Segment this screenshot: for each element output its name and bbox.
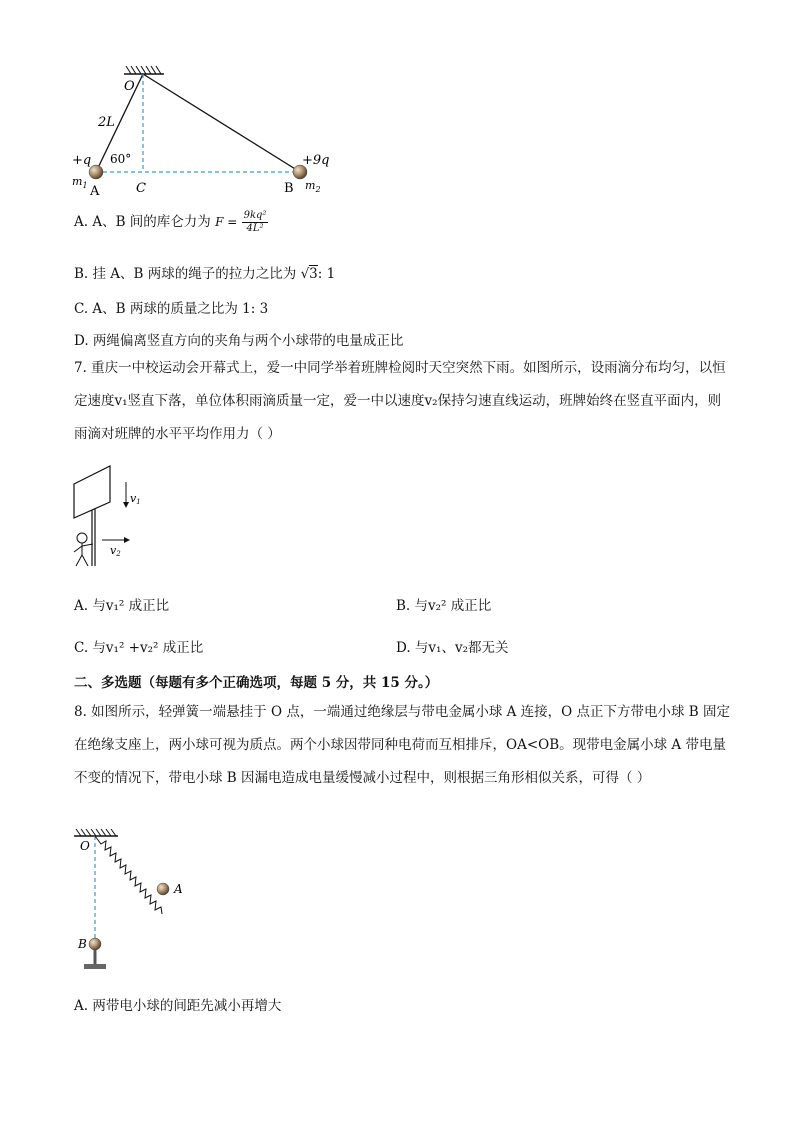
q6-option-b-text: B. 挂 A、B 两球的绳子的拉力之比为 [74,266,297,282]
q7-option-b-text: B. 与v₂² 成正比 [396,598,492,614]
section-heading-text: 二、多选题（每题有多个正确选项，每题 5 分，共 15 分。） [74,675,439,691]
q7-question-text: 7. 重庆一中校运动会开幕式上，爱一中同学举着班牌检阅时天空突然下雨。如图所示，设雨滴分布均匀，以恒定速度v₁竖直下落，单位体积雨滴质量一定，爱一中以速度v₂保持匀速直线运动，班牌始终在竖直平面内，则雨滴对班牌的水平平均作用力（ ） [74,360,726,442]
label-m2: $m_2$ [305,179,321,194]
q7-option-a [74,594,169,614]
figure-coulomb-pendulum [68,62,358,202]
q7-option-a-text: A. 与v₁² 成正比 [74,598,170,614]
sqrt-symbol: √3 [300,266,318,282]
sqrt-radicand: 3 [309,266,318,282]
label-plus-q: +q [72,153,92,168]
label-a: A [90,184,100,199]
spring [95,836,162,914]
q6-option-a [74,210,268,235]
section-heading-multiple-choice [74,671,438,691]
ball-a [157,883,169,895]
label-b: B [78,937,87,951]
string-ob [143,74,300,172]
q6-option-a-text: A. A、B 间的库仑力为 [74,214,211,230]
ceiling-hatch [124,66,164,74]
q6-option-b [74,262,335,282]
q8-option-a-text: A. 两带电小球的间距先减小再增大 [74,998,282,1014]
q6-option-c [74,297,268,317]
ceiling-hatch [74,829,118,836]
q6-option-b-ratio: : 1 [317,266,336,282]
label-o: O [124,79,135,94]
q8-option-a [74,994,281,1014]
q7-question [74,352,734,451]
label-b: B [284,181,294,196]
label-60-deg: 60° [110,152,132,166]
person-head [77,533,87,543]
q7-option-d-text: D. 与v₁、v₂都无关 [396,640,509,656]
q7-option-b [396,594,491,614]
q6-option-d-text: D. 两绳偏离竖直方向的夹角与两个小球带的电量成正比 [74,333,404,349]
label-2l: 2L [98,115,115,130]
label-v1: v1 [130,492,141,506]
label-o: O [80,839,90,853]
ball-b [89,938,101,950]
fraction-denominator: 4L² [246,223,264,234]
support-base [84,964,106,969]
q7-option-d [396,636,509,656]
q6-option-c-text: C. A、B 两球的质量之比为 1: 3 [74,301,269,317]
q7-option-c [74,636,203,656]
label-plus-9q: +9q [302,153,330,168]
fraction-numerator: 9kq² [243,210,267,221]
q6-option-d [74,329,403,349]
label-a: A [174,882,183,896]
label-c: C [136,181,146,196]
q6-option-a-formula: F = [215,215,238,229]
figure-rain-placard [68,462,148,572]
q6-option-a-fraction [242,210,269,235]
label-m1: $m_1$ [72,175,88,190]
figure-spring-charges [68,826,198,978]
q7-option-c-text: C. 与v₁² +v₂² 成正比 [74,640,204,656]
q8-question [74,696,734,795]
q8-question-text: 8. 如图所示，轻弹簧一端悬挂于 O 点，一端通过绝缘层与带电金属小球 A 连接，O 点正下方带电小球 B 固定在绝缘支座上，两小球可视为质点。两个小球因带同种电荷而互相排斥，OA<OB。现带电金属小球 A 带电量不变的情况下，带电小球 B 因漏电造成电量缓慢减小过程中，则根据三角形相似关系，可得（ ） [74,704,731,786]
label-v2: v2 [110,544,121,558]
